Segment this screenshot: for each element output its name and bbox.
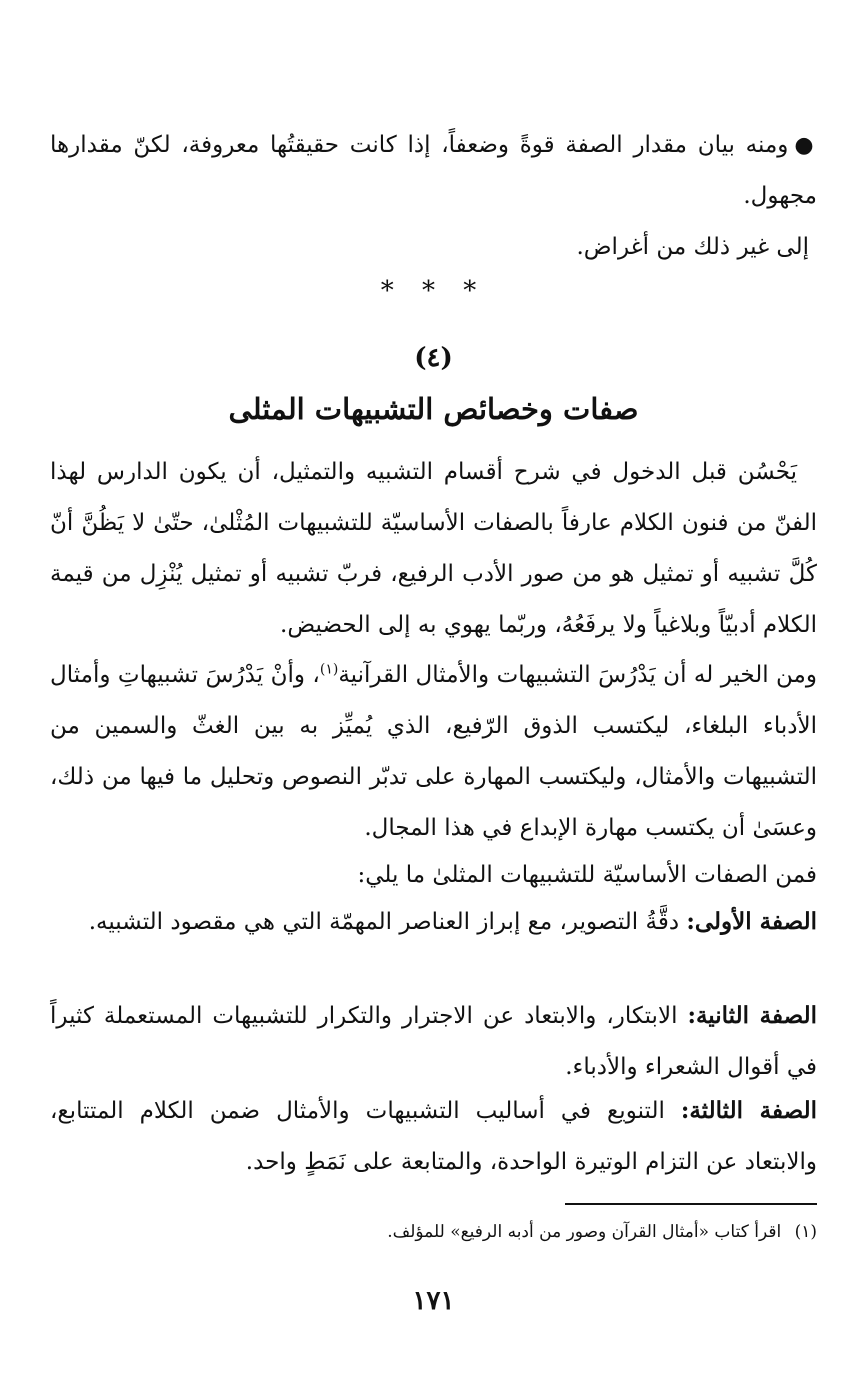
quality-text: دقَّةُ التصوير، مع إبراز العناصر المهمّة التي هي مقصود التشبيه. xyxy=(88,909,687,935)
quality-item xyxy=(50,896,817,948)
footnote-reference[interactable]: (١) xyxy=(319,661,339,678)
quality-term: الصفة الأولى: xyxy=(686,908,817,935)
bullet-paragraph xyxy=(50,120,817,222)
footnote-marker: (١) xyxy=(794,1222,817,1242)
quality-text: التنويع في أساليب التشبيهات والأمثال ضمن الكلام المتتابع، والابتعاد عن التزام الوتيرة الواحدة، والمتابعة على نَمَطٍ واحد. xyxy=(50,1098,817,1175)
quality-item xyxy=(50,1085,817,1188)
section-title: صفات وخصائص التشبيهات المثلى xyxy=(228,392,639,426)
quality-term: الصفة الثانية: xyxy=(687,1002,817,1029)
section-number: (٤) xyxy=(414,343,453,373)
footnote-text: اقرأ كتاب «أمثال القرآن وصور من أدبه الرفيع» للمؤلف. xyxy=(387,1222,782,1242)
body-block-2 xyxy=(50,650,817,854)
footnote xyxy=(50,1217,817,1247)
bullet-icon: ● xyxy=(794,133,817,158)
page-number: ١٧١ xyxy=(412,1286,455,1316)
quality-item xyxy=(50,990,817,1093)
quality-term: الصفة الثالثة: xyxy=(680,1097,817,1124)
paragraph-3: فمن الصفات الأساسيّة للتشبيهات المثلىٰ ما يلي: xyxy=(357,862,817,888)
quality-3-block xyxy=(50,1085,817,1188)
body-block-3 xyxy=(50,850,817,901)
quality-text: الابتكار، والابتعاد عن الاجترار والتكرار للتشبيهات المستعملة كثيراً في أقوال الشعراء والأدباء. xyxy=(50,1003,817,1080)
section-separator: * * * xyxy=(380,276,487,306)
intro-block xyxy=(50,120,817,273)
paragraph-2-start: ومن الخير له أن يَدْرُسَ التشبيهات والأمثال القرآنية xyxy=(338,662,817,688)
bullet-text: ومنه بيان مقدار الصفة قوةً وضعفاً، إذا كانت حقيقتُها معروفة، لكنّ مقدارها مجهول. xyxy=(50,132,817,209)
paragraph-2-rest: ، وأنْ يَدْرُسَ تشبيهاتِ وأمثال الأدباء البلغاء، ليكتسب الذوق الرّفيع، الذي يُميِّز به بين الغثّ والسمين من التشبيهات والأمثال، وليكتسب المهارة على تدبّر النصوص وتحليل ما فيها من ذلك، وعسَىٰ أن يكتسب مهارة الإبداع في هذا المجال. xyxy=(50,662,817,841)
paragraph-2 xyxy=(50,650,817,854)
closing-line: إلى غير ذلك من أغراض. xyxy=(576,234,809,260)
body-block-1 xyxy=(50,447,817,651)
quality-2-block xyxy=(50,990,817,1093)
quality-1-block xyxy=(50,896,817,948)
footnote-divider xyxy=(565,1203,817,1205)
paragraph-1: يَحْسُن قبل الدخول في شرح أقسام التشبيه والتمثيل، أن يكون الدارس لهذا الفنّ من فنون الكلام عارفاً بالصفات الأساسيّة للتشبيهات المُثْلىٰ، حتّىٰ لا يَظُنَّ أنّ كُلَّ تشبيه أو تمثيل هو من صور الأدب الرفيع، فربّ تشبيه أو تمثيل يُنْزِل من قيمة الكلام أدبيّاً وبلاغياً ولا يرفَعُهُ، وربّما يهوي به إلى الحضيض. xyxy=(50,459,817,638)
